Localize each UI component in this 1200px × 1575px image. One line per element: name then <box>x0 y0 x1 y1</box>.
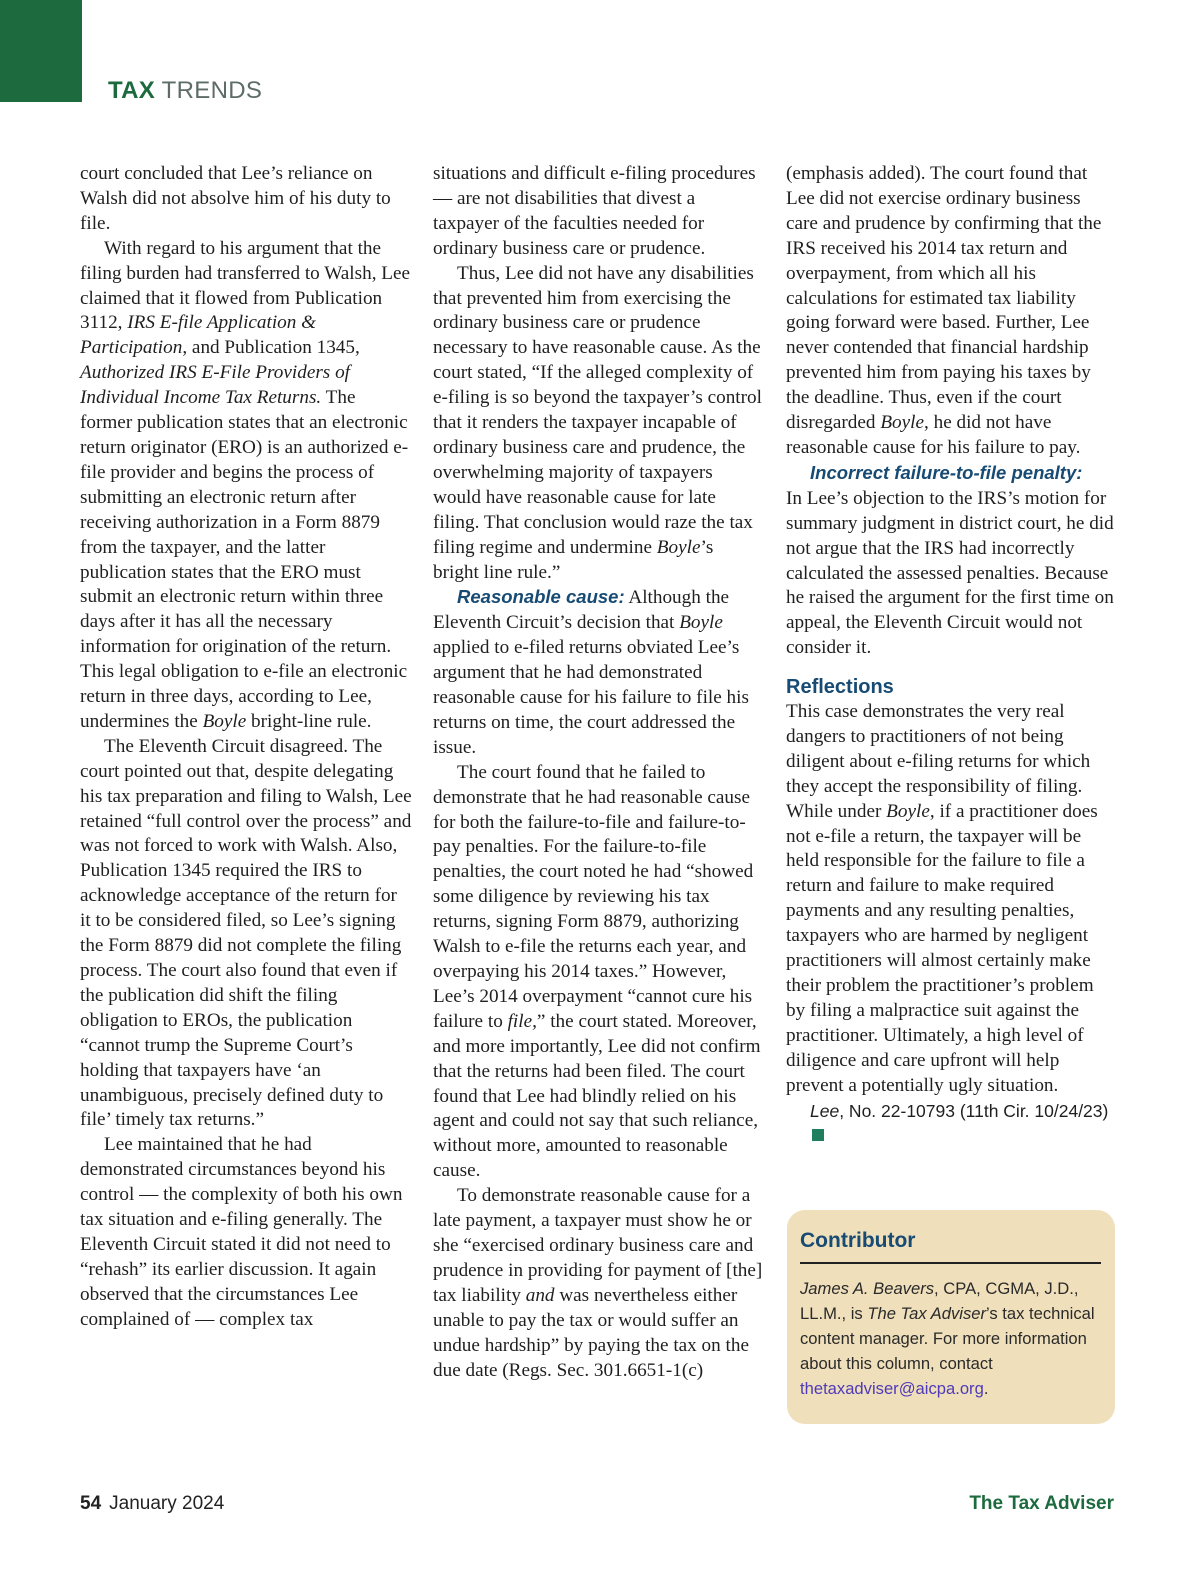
section-label-light: TRENDS <box>161 77 263 104</box>
text-run: Lee maintained that he had demonstrated circumstances beyond his control — the complexity of both his own tax situation and e-filing generally. The Eleventh Circuit stated it did not need to “rehash” its earlier discussion. It again observed that the circumstances Lee complained of — complex tax <box>80 1134 403 1330</box>
article-column-2 <box>433 162 763 1383</box>
paragraph <box>80 1133 412 1332</box>
text-run: Thus, Lee did not have any disabilities that prevented him from exercising the ordinary business care or prudence necessary to have reasonable cause. As the court stated, “If the alleged complexity of e-filing is so beyond the taxpayer’s control that it renders the taxpayer incapable of ordinary business care and prudence, the overwhelming majority of taxpayers would have reasonable cause for late filing. That conclusion would raze the tax filing regime and undermine <box>433 262 762 558</box>
text-run: The Eleventh Circuit disagreed. The court pointed out that, despite delegating his tax preparation and filing to Walsh, Lee retained “full control over the process” and was not forced to work with Walsh. Also, Publication 1345 required the IRS to acknowledge acceptance of the return for it to be considered filed, so Lee’s signing the Form 8879 did not complete the filing process. The court also found that even if the publication did shift the filing obligation to EROs, the publication “cannot trump the Supreme Court’s holding that taxpayers have ‘an unambiguous, precisely defined duty to file’ timely tax returns.” <box>80 735 412 1131</box>
paragraph <box>786 487 1116 661</box>
article-column-1 <box>80 162 412 1333</box>
reflections-heading: Reflections <box>786 676 894 699</box>
text-run: ’s tax technical content manager. For more information about this column, contact <box>800 1304 1095 1373</box>
paragraph <box>433 162 763 262</box>
page-number: 54 <box>80 1493 102 1514</box>
section-label-bold: TAX <box>108 77 156 104</box>
article-column-3 <box>786 162 1116 1148</box>
contact-email-link[interactable]: thetaxadviser@aicpa.org <box>800 1379 984 1398</box>
text-run: applied to e-filed returns obviated Lee’s argument that he had demonstrated reasonable cause for his failure to file his returns on time, the court addressed the issue. <box>433 637 749 758</box>
run-in-heading: Incorrect failure-to-file penalty: <box>810 461 1083 483</box>
case-name: Boyle <box>656 536 701 558</box>
text-run: (emphasis added). The court found that Lee did not exercise ordinary business care and prudence by confirming that the IRS received his 2014 tax return and overpayment, from which all his calculations for estimated tax liability going forward were based. Further, Lee never contended that financial hardship prevented him from paying his taxes by the deadline. Thus, even if the court disregarded <box>786 163 1102 434</box>
publication-title: IRS E-file Application & Participation <box>80 312 317 359</box>
case-citation <box>786 1099 1116 1149</box>
paragraph <box>433 761 763 1184</box>
contributor-name: James A. Beavers <box>800 1279 935 1298</box>
case-name: Boyle <box>880 412 924 434</box>
case-name: Lee <box>810 1100 840 1121</box>
case-name: Boyle <box>202 710 247 732</box>
case-name: Boyle <box>886 800 930 822</box>
paragraph <box>433 1184 763 1383</box>
text-run: , he did not have reasonable cause for his failure to pay. <box>786 412 1081 458</box>
text-run: , CPA, CGMA, J.D., LL.M., is <box>800 1279 1079 1323</box>
text-run: , and Publication 1345, <box>182 337 360 359</box>
paragraph <box>786 700 1116 1099</box>
end-of-article-mark <box>812 1129 824 1141</box>
text-run: The court found that he failed to demonstrate that he had reasonable cause for both the failure-to-file and failure-to-pay penalties. For the failure-to-file penalties, the court noted he had “showed some diligence by reviewing his tax returns, signing Form 8879, authorizing Walsh to e-file the returns each year, and overpaying his 2014 taxes.” However, Lee’s 2014 overpayment “cannot cure his failure to <box>433 761 754 1032</box>
text-run: . <box>983 1379 989 1398</box>
paragraph <box>80 162 412 237</box>
text-run: To demonstrate reasonable cause for a late payment, a taxpayer must show he or she “exercised ordinary business care and prudence in providing for payment of [the] tax liability <box>433 1185 763 1306</box>
run-in-heading: Reasonable cause: <box>457 586 625 608</box>
text-run: ’s bright line rule.” <box>433 536 714 583</box>
text-run: court concluded that Lee’s reliance on Walsh did not absolve him of his duty to file. <box>80 163 391 234</box>
text-run: The former publication states that an electronic return originator (ERO) is an authorized e-file provider and begins the process of submitting an electronic return after receiving authorization in a Form 8879 from the taxpayer, and the latter publication states that the ERO must submit an electronic return within three days after it has all the necessary information for origination of the return. This legal obligation to e-file an electronic return in three days, according to Lee, undermines the <box>80 387 409 732</box>
emphasis: file, <box>507 1010 537 1032</box>
text-run: With regard to his argument that the filing burden had transferred to Walsh, Lee claimed that it flowed from Publication 3112, <box>80 237 411 334</box>
paragraph <box>786 162 1116 461</box>
publication-name-footer: The Tax Adviser <box>969 1493 1114 1514</box>
text-run: , if a practitioner does not e-file a return, the taxpayer will be held responsible for the failure to file a return and failure to make required payments and any resulting penalties, taxpayers who are harmed by negligent practitioners will almost certainly make their problem the practitioner’s problem by filing a malpractice suit against the practitioner. Ultimately, a high level of diligence and care upfront will help prevent a potentially ugly situation. <box>786 800 1098 1096</box>
contributor-bio <box>800 1276 1101 1401</box>
text-run: In Lee’s objection to the IRS’s motion for summary judgment in district court, he did not argue that the IRS had incorrectly calculated the assessed penalties. Because he raised the argument for the first time on appeal, the Eleventh Circuit would not consider it. <box>786 487 1114 659</box>
publication-title: Authorized IRS E-File Providers of Individual Income Tax Returns. <box>80 362 350 409</box>
text-run: ” the court stated. Moreover, and more importantly, Lee did not confirm that the returns had been filed. The court found that Lee had blindly relied on his agent and could not say that such reliance, without more, amounted to reasonable cause. <box>433 1010 761 1182</box>
contributor-box <box>787 1210 1115 1424</box>
paragraph <box>80 735 412 1134</box>
text-run: Although the Eleventh Circuit’s decision that <box>433 587 730 634</box>
text-run: situations and difficult e-filing procedures — are not disabilities that divest a taxpayer of the faculties needed for ordinary business care or prudence. <box>433 163 756 259</box>
paragraph <box>433 585 763 760</box>
issue-date: January 2024 <box>109 1493 225 1514</box>
section-label <box>108 76 262 106</box>
section-color-tab <box>0 0 82 102</box>
publication-name: The Tax Adviser <box>867 1304 986 1323</box>
citation-text: , No. 22-10793 (11th Cir. 10/24/23) <box>839 1100 1109 1121</box>
paragraph <box>80 237 412 735</box>
paragraph <box>433 262 763 586</box>
text-run: This case demonstrates the very real dangers to practitioners of not being diligent about e-filing returns for which they accept the responsibility of filing. While under <box>786 701 1091 822</box>
paragraph <box>786 461 1116 487</box>
text-run: bright-line rule. <box>246 710 372 732</box>
text-run: was nevertheless either unable to pay the tax or would suffer an undue hardship” by paying the tax on the due date (Regs. Sec. 301.6651-1(c) <box>433 1284 749 1381</box>
page-footer-left <box>80 1493 224 1515</box>
contributor-title: Contributor <box>800 1228 1101 1264</box>
emphasis: and <box>525 1284 555 1306</box>
case-name: Boyle <box>679 612 723 634</box>
